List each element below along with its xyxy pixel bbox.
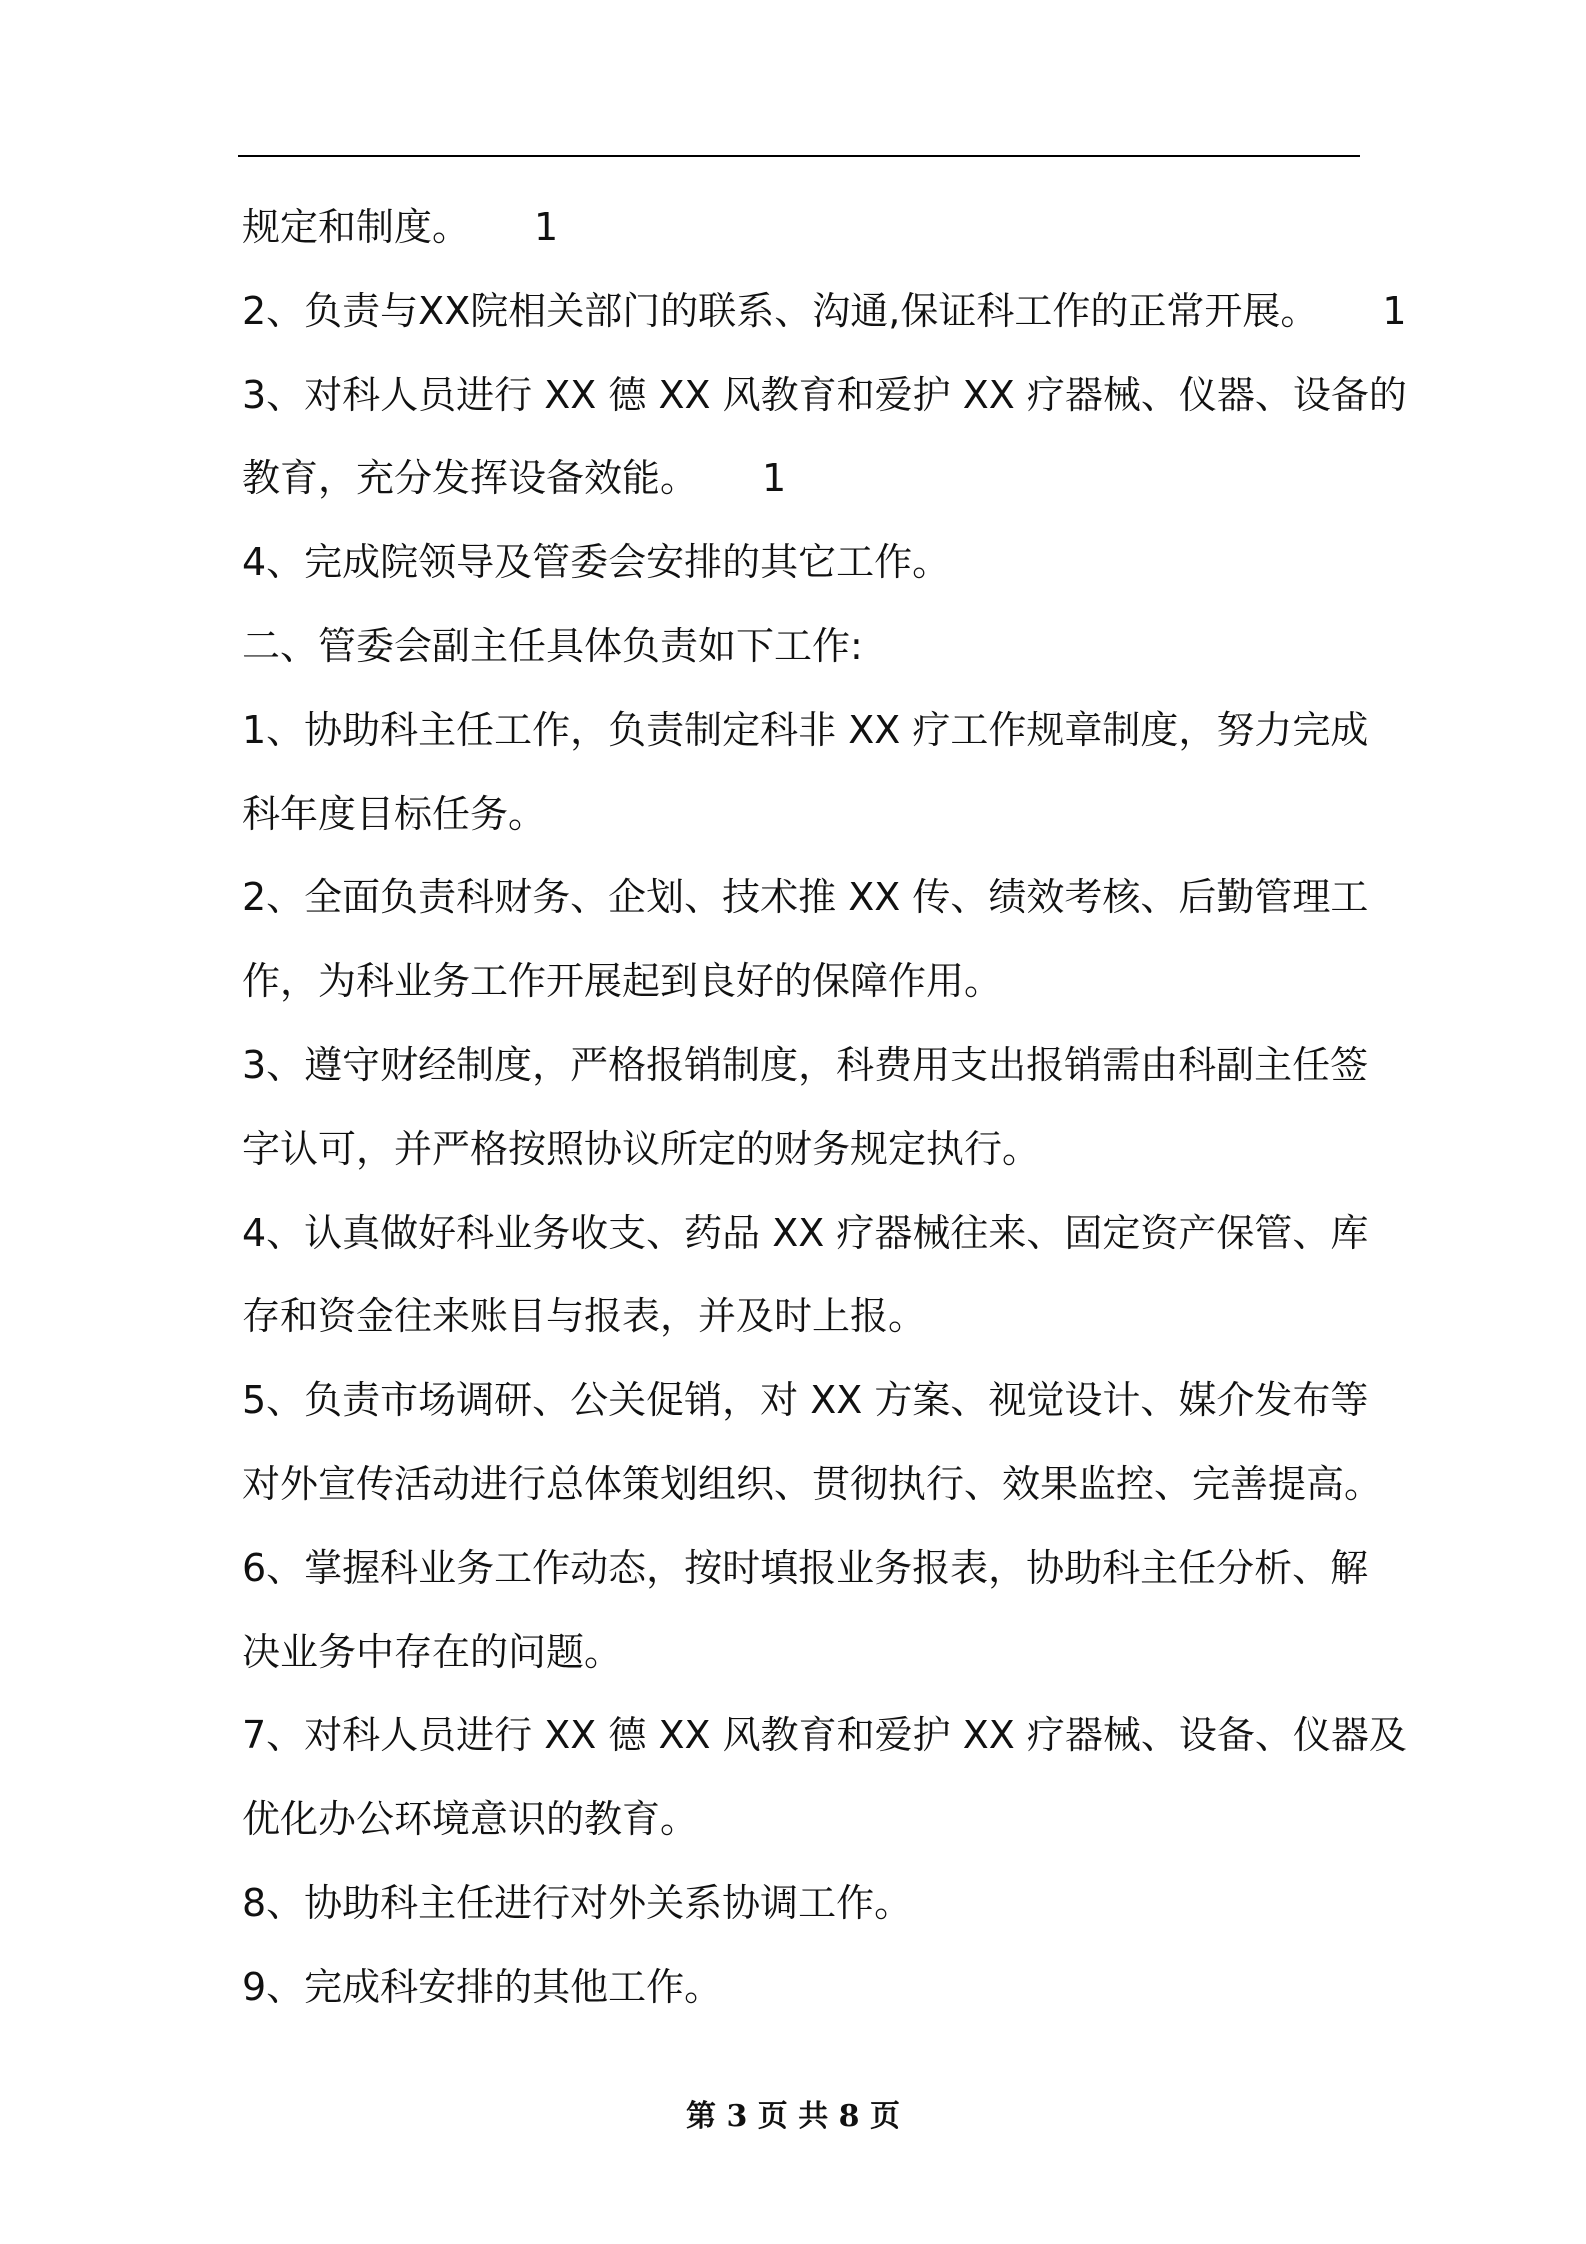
paragraph-line: 优化办公环境意识的教育。 [242,1797,699,1842]
paragraph-line: 科年度目标任务。 [242,791,547,836]
paragraph-line: 对外宣传活动进行总体策划组织、贯彻执行、效果监控、完善提高。 [242,1461,1383,1506]
paragraph-line: 6、掌握科业务工作动态，按时填报业务报表，协助科主任分析、解 [242,1545,1369,1590]
page-number-footer: 第 3 页 共 8 页 [686,2099,900,2134]
paragraph [242,689,1369,857]
paragraph-line: 字认可，并严格按照协议所定的财务规定执行。 [242,1126,1041,1171]
paragraph [242,856,1369,1024]
paragraph [242,1192,1369,1360]
paragraph [242,270,1407,354]
paragraph-line: 7、对科人员进行 XX 德 XX 风教育和爱护 XX 疗器械、设备、仪器及 [242,1713,1407,1758]
paragraph [242,1694,1407,1862]
paragraph-line: 3、对科人员进行 XX 德 XX 风教育和爱护 XX 疗器械、仪器、设备的 [242,372,1407,417]
paragraph [242,1359,1383,1527]
paragraph-line: 决业务中存在的问题。 [242,1629,623,1674]
header-rule [238,155,1360,157]
paragraph [242,1527,1369,1695]
paragraph [242,1862,1360,1946]
section-heading [242,605,1360,689]
line-text: 教育，充分发挥设备效能。 [242,456,699,501]
margin-marker: 1 [1382,288,1407,333]
paragraph-line: 作，为科业务工作开展起到良好的保障作用。 [242,959,1003,1004]
paragraph-line [242,437,1360,521]
paragraph-line: 5、负责市场调研、公关促销，对 XX 方案、视觉设计、媒介发布等 [242,1378,1369,1423]
paragraph-line [242,270,1407,354]
paragraph-line: 3、遵守财经制度，严格报销制度，科费用支出报销需由科副主任签 [242,1042,1369,1087]
paragraph-line [242,186,1360,270]
paragraph-line: 9、完成科安排的其他工作。 [242,1964,723,2009]
paragraph [242,1024,1369,1192]
paragraph [242,354,1407,522]
margin-marker: 1 [534,205,559,249]
paragraph-line: 8、协助科主任进行对外关系协调工作。 [242,1880,913,1925]
paragraph-line: 二、管委会副主任具体负责如下工作: [242,623,863,668]
paragraph-line: 1、协助科主任工作，负责制定科非 XX 疗工作规章制度，努力完成 [242,707,1369,752]
body-text [242,186,1407,2030]
paragraph [242,1946,1360,2030]
margin-marker: 1 [762,456,787,501]
paragraph-line: 4、完成院领导及管委会安排的其它工作。 [242,540,951,585]
paragraph [242,186,1360,270]
line-text: 2、负责与XX院相关部门的联系、沟通,保证科工作的正常开展。 [242,288,1319,333]
paragraph-line: 2、全面负责科财务、企划、技术推 XX 传、绩效考核、后勤管理工 [242,875,1369,920]
paragraph-line: 4、认真做好科业务收支、药品 XX 疗器械往来、固定资产保管、库 [242,1210,1369,1255]
paragraph [242,521,1360,605]
line-text: 规定和制度。 [242,205,471,249]
paragraph-line: 存和资金往来账目与报表，并及时上报。 [242,1294,927,1339]
